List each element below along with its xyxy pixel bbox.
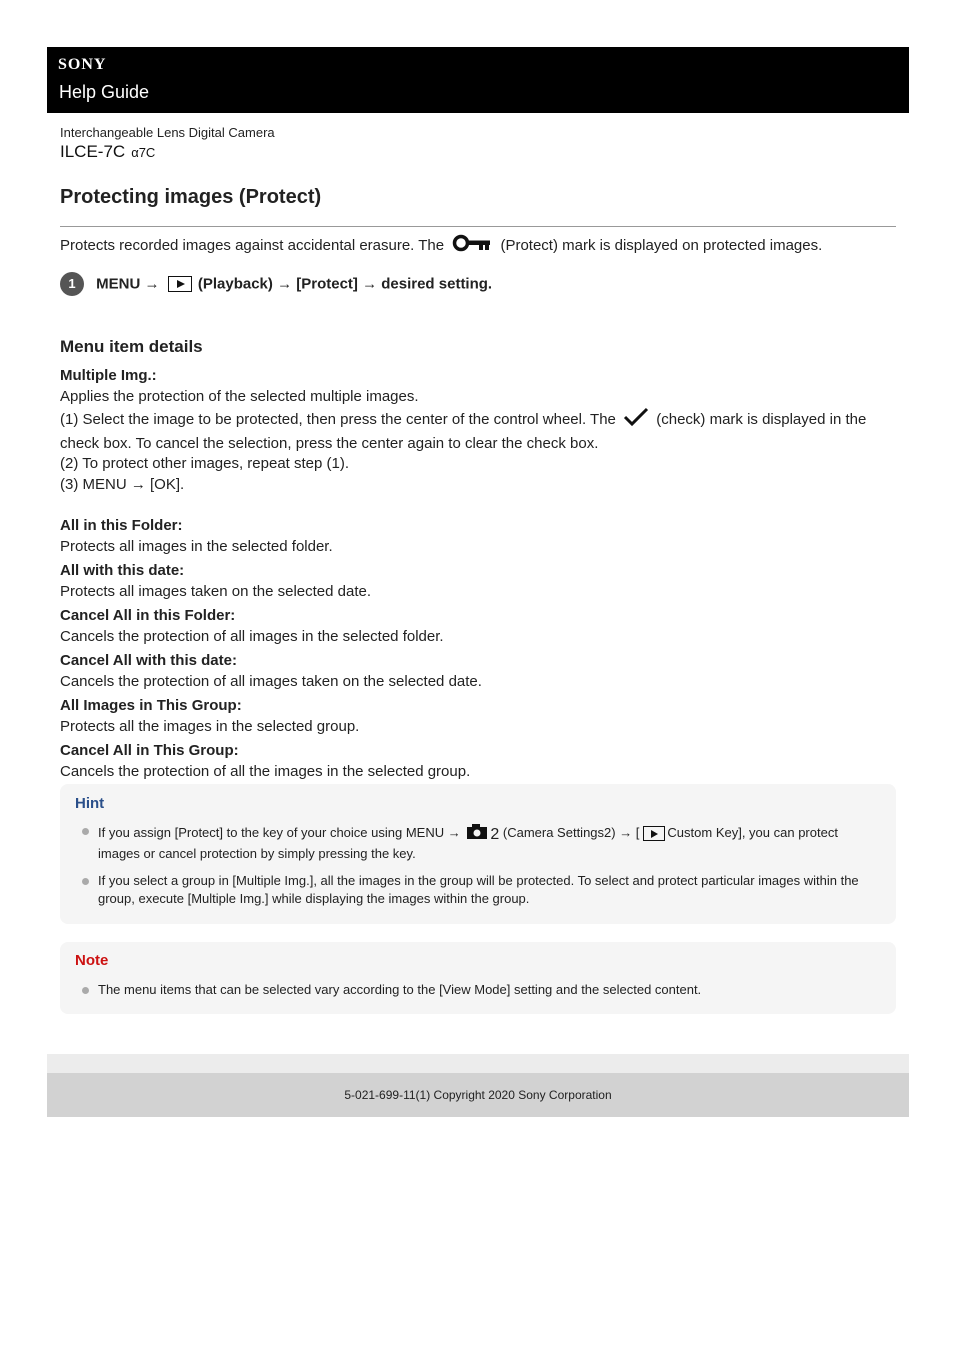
playback-icon <box>643 826 665 841</box>
playback-icon <box>168 276 192 292</box>
term-all-images-group: All Images in This Group: <box>60 697 242 714</box>
protect-key-icon <box>452 233 492 259</box>
header-bar <box>47 47 909 113</box>
intro-before: Protects recorded images against accidental erasure. The <box>60 236 445 254</box>
hint2-text: If you select a group in [Multiple Img.], all the images in the group will be protected. To select and protect particular images within the group, execute [Multiple Img.] while displaying the images within the group. <box>98 873 859 906</box>
desc-all-with-date: Protects all images taken on the selected date. <box>60 582 372 600</box>
hint-box <box>60 784 896 924</box>
copyright-text: 5-021-699-11(1) Copyright 2020 Sony Corporation <box>344 1088 612 1102</box>
desc-all-in-folder: Protects all images in the selected folder. <box>60 537 333 555</box>
multiple-img-step2: (2) To protect other images, repeat step (1). <box>60 455 350 472</box>
hint1-text-b: (Camera Settings2) → [ <box>502 824 640 840</box>
note-title: Note <box>75 952 109 969</box>
term-cancel-all-group: Cancel All in This Group: <box>60 742 239 759</box>
menu-details-heading: Menu item details <box>60 337 203 356</box>
desc-cancel-all-date: Cancels the protection of all images taken on the selected date. <box>60 672 482 690</box>
product-model <box>60 142 155 162</box>
model-number: ILCE-7C <box>60 142 126 161</box>
term-cancel-all-folder: Cancel All in this Folder: <box>60 607 236 624</box>
hint-title: Hint <box>75 795 105 812</box>
hint-bullet-2 <box>82 872 872 908</box>
desc-cancel-all-group: Cancels the protection of all the images in the selected group. <box>60 762 471 780</box>
term-cancel-all-date: Cancel All with this date: <box>60 652 237 669</box>
product-category: Interchangeable Lens Digital Camera <box>60 125 275 140</box>
hint-bullet-1 <box>82 822 872 863</box>
intro-after: (Protect) mark is displayed on protected images. <box>500 236 823 254</box>
multiple-img-step3: (3) MENU → [OK]. <box>60 475 185 493</box>
desc-all-images-group: Protects all the images in the selected group. <box>60 717 360 735</box>
multiple-img-step1 <box>60 407 900 454</box>
note-box <box>60 942 896 1014</box>
camera-settings-digit: 2 <box>490 825 500 843</box>
term-all-with-date: All with this date: <box>60 562 185 579</box>
desc-cancel-all-folder: Cancels the protection of all images in the selected folder. <box>60 627 444 645</box>
page-title: Protecting images (Protect) <box>60 186 322 208</box>
note1-text: The menu items that can be selected vary according to the [View Mode] setting and the selected content. <box>98 982 702 997</box>
note-bullet-1 <box>82 981 872 999</box>
step-menu: MENU → <box>96 275 160 293</box>
bullet-dot <box>82 878 89 885</box>
help-guide-title: Help Guide <box>59 82 150 102</box>
check-icon <box>623 407 649 434</box>
bullet-dot <box>82 987 89 994</box>
bullet-dot <box>82 828 89 835</box>
multiple-img-desc: Applies the protection of the selected multiple images. <box>60 387 419 405</box>
footer-spacer <box>47 1054 909 1073</box>
footer <box>47 1073 909 1117</box>
title-divider <box>60 226 896 227</box>
hint1-text-c: Custom Key], you can protect images or cancel protection by simply pressing the key. <box>98 824 838 861</box>
step1-text-a: (1) Select the image to be protected, then press the center of the control wheel. The <box>60 411 616 429</box>
model-alias: α7C <box>131 145 156 160</box>
step-1 <box>60 272 492 296</box>
step1-text-b: (check) mark is displayed in the check box. To cancel the selection, press the center again to clear the check box. <box>60 411 867 452</box>
step-number-badge: 1 <box>60 272 84 296</box>
intro-text <box>60 233 822 259</box>
term-all-in-folder: All in this Folder: <box>60 517 183 534</box>
term-multiple-img: Multiple Img.: <box>60 367 157 384</box>
step-path: (Playback) → [Protect] → desired setting. <box>197 275 493 293</box>
camera-icon <box>466 822 488 845</box>
menu-details <box>60 366 900 782</box>
sony-logo: SONY <box>58 56 107 73</box>
hint1-text-a: If you assign [Protect] to the key of your choice using MENU → <box>98 824 461 840</box>
